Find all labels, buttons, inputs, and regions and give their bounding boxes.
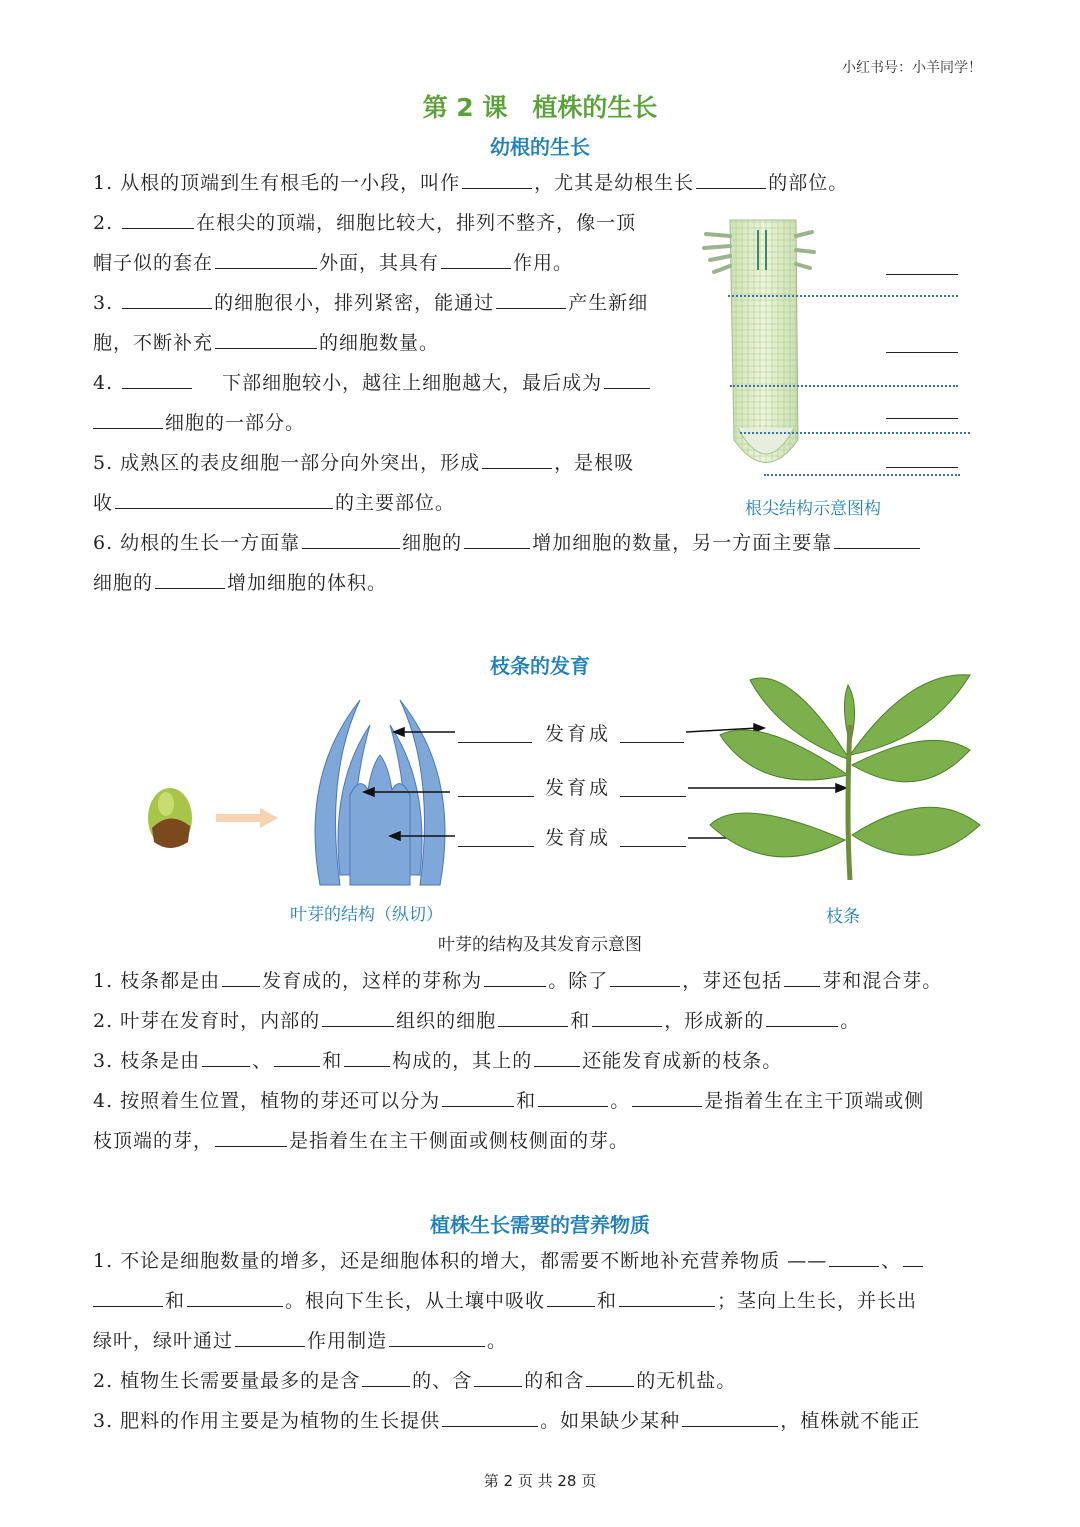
blank[interactable] xyxy=(274,1050,320,1067)
blank[interactable] xyxy=(496,292,566,309)
blank[interactable] xyxy=(215,1130,287,1147)
blank[interactable] xyxy=(784,970,820,987)
blank[interactable] xyxy=(122,212,194,229)
blank[interactable] xyxy=(442,1090,514,1107)
root-line-6: 4. 下部细胞较小，越往上细胞越大，最后成为 xyxy=(93,372,652,394)
develop-label-3: 发育成 xyxy=(545,827,612,849)
arrow-icon xyxy=(216,806,278,830)
blank[interactable] xyxy=(766,1010,838,1027)
shoot-figure-caption: 叶芽的结构及其发育示意图 xyxy=(438,935,642,955)
blank[interactable] xyxy=(484,970,546,987)
blank[interactable] xyxy=(498,1010,568,1027)
answer-blank-bud-part-3[interactable] xyxy=(458,845,534,847)
blank[interactable] xyxy=(122,372,192,389)
answer-blank-root-hair-zone[interactable] xyxy=(886,273,958,275)
bud-image xyxy=(142,780,198,852)
blank[interactable] xyxy=(829,1250,879,1267)
leader-line xyxy=(730,385,958,387)
answer-blank-root-cap[interactable] xyxy=(886,466,958,468)
section-heading-shoot: 枝条的发育 xyxy=(490,654,590,678)
blank[interactable] xyxy=(93,412,163,429)
root-line-7: 细胞的一部分。 xyxy=(93,412,305,434)
root-line-9: 收 的主要部位。 xyxy=(93,492,456,514)
blank[interactable] xyxy=(187,1290,283,1307)
nutrition-line-1: 1. 不论是细胞数量的增多，还是细胞体积的增大，都需要不断地补充营养物质 —— 、 xyxy=(93,1250,925,1272)
blank[interactable] xyxy=(464,532,530,549)
develop-label-1: 发育成 xyxy=(545,723,612,745)
blank[interactable] xyxy=(442,1410,538,1427)
root-line-4: 3. 的细胞很小，排列紧密，能通过 产生新细 xyxy=(93,292,649,314)
blank[interactable] xyxy=(441,252,511,269)
blank[interactable] xyxy=(538,1090,608,1107)
root-figure-caption: 根尖结构示意图构 xyxy=(745,499,881,519)
leader-line xyxy=(740,432,970,434)
blank[interactable] xyxy=(696,172,766,189)
blank[interactable] xyxy=(322,1010,394,1027)
blank[interactable] xyxy=(682,1410,778,1427)
page-number: 第 2 页 共 28 页 xyxy=(483,1472,597,1490)
branch-caption: 枝条 xyxy=(826,907,860,927)
blank[interactable] xyxy=(619,1290,715,1307)
root-line-2: 2. 在根尖的顶端，细胞比较大，排列不整齐，像一顶 xyxy=(93,212,637,234)
shoot-line-4: 4. 按照着生位置，植物的芽还可以分为 和 。 是指着生在主干顶端或侧 xyxy=(93,1090,925,1112)
nutrition-line-4: 2. 植物生长需要量最多的是含 的、含 的和含 的无机盐。 xyxy=(93,1370,737,1392)
blank[interactable] xyxy=(202,1050,250,1067)
answer-blank-develop-1[interactable] xyxy=(620,741,684,743)
blank[interactable] xyxy=(482,452,552,469)
root-line-5: 胞，不断补充 的细胞数量。 xyxy=(93,332,440,354)
shoot-line-3: 3. 枝条是由 、 和 构成的，其上的 还能发育成新的枝条。 xyxy=(93,1050,783,1072)
blank[interactable] xyxy=(215,252,317,269)
blank[interactable] xyxy=(222,970,260,987)
answer-blank-develop-2[interactable] xyxy=(620,795,686,797)
section-heading-root: 幼根的生长 xyxy=(490,135,590,159)
root-tip-diagram xyxy=(700,210,970,480)
blank[interactable] xyxy=(93,1290,163,1307)
root-line-11: 细胞的 增加细胞的体积。 xyxy=(93,572,388,594)
bud-section-caption: 叶芽的结构（纵切） xyxy=(290,905,443,925)
answer-blank-bud-part-2[interactable] xyxy=(458,795,534,797)
blank[interactable] xyxy=(302,532,400,549)
blank[interactable] xyxy=(215,332,317,349)
blank[interactable] xyxy=(610,970,680,987)
answer-blank-elongation-zone[interactable] xyxy=(886,351,958,353)
nutrition-line-2: 和 。根向下生长，从土壤中吸收 和 ；茎向上生长，并长出 xyxy=(93,1290,917,1312)
blank[interactable] xyxy=(462,172,532,189)
answer-blank-meristem[interactable] xyxy=(886,417,958,419)
nutrition-line-5: 3. 肥料的作用主要是为植物的生长提供 。如果缺少某种 ，植株就不能正 xyxy=(93,1410,921,1432)
blank[interactable] xyxy=(903,1250,923,1267)
blank[interactable] xyxy=(586,1370,634,1387)
leader-line xyxy=(764,474,960,476)
blank[interactable] xyxy=(115,492,333,509)
page-title: 第 2 课 植株的生长 xyxy=(422,93,658,122)
blank[interactable] xyxy=(122,292,212,309)
blank[interactable] xyxy=(155,572,225,589)
root-line-8: 5. 成熟区的表皮细胞一部分向外突出，形成 ，是根吸 xyxy=(93,452,635,474)
shoot-line-2: 2. 叶芽在发育时，内部的 组织的细胞 和 ，形成新的 。 xyxy=(93,1010,861,1032)
blank[interactable] xyxy=(362,1370,410,1387)
blank[interactable] xyxy=(604,372,650,389)
shoot-line-1: 1. 枝条都是由 发育成的，这样的芽称为 。除了 ，芽还包括 芽和混合芽。 xyxy=(93,970,943,992)
answer-blank-develop-3[interactable] xyxy=(620,845,686,847)
blank[interactable] xyxy=(592,1010,662,1027)
leader-line xyxy=(728,295,958,297)
shoot-line-5: 枝顶端的芽， 是指着生在主干侧面或侧枝侧面的芽。 xyxy=(93,1130,630,1152)
blank[interactable] xyxy=(235,1330,305,1347)
nutrition-line-3: 绿叶，绿叶通过 作用制造 。 xyxy=(93,1330,508,1352)
blank[interactable] xyxy=(547,1290,595,1307)
blank[interactable] xyxy=(389,1330,485,1347)
answer-blank-bud-part-1[interactable] xyxy=(458,741,532,743)
root-line-3: 帽子似的套在 外面，其具有 作用。 xyxy=(93,252,574,274)
blank[interactable] xyxy=(834,532,920,549)
develop-label-2: 发育成 xyxy=(545,777,612,799)
blank[interactable] xyxy=(534,1050,580,1067)
root-line-10: 6. 幼根的生长一方面靠 细胞的 增加细胞的数量，另一方面主要靠 xyxy=(93,532,922,554)
branch-image xyxy=(700,665,990,885)
bud-leader-arrows xyxy=(360,720,460,850)
root-line-1: 1. 从根的顶端到生有根毛的一小段，叫作 ，尤其是幼根生长 的部位。 xyxy=(93,172,849,194)
blank[interactable] xyxy=(474,1370,522,1387)
blank[interactable] xyxy=(632,1090,702,1107)
section-heading-nutrition: 植株生长需要的营养物质 xyxy=(430,1213,650,1237)
blank[interactable] xyxy=(344,1050,390,1067)
watermark: 小红书号：小羊同学！ xyxy=(842,60,982,76)
